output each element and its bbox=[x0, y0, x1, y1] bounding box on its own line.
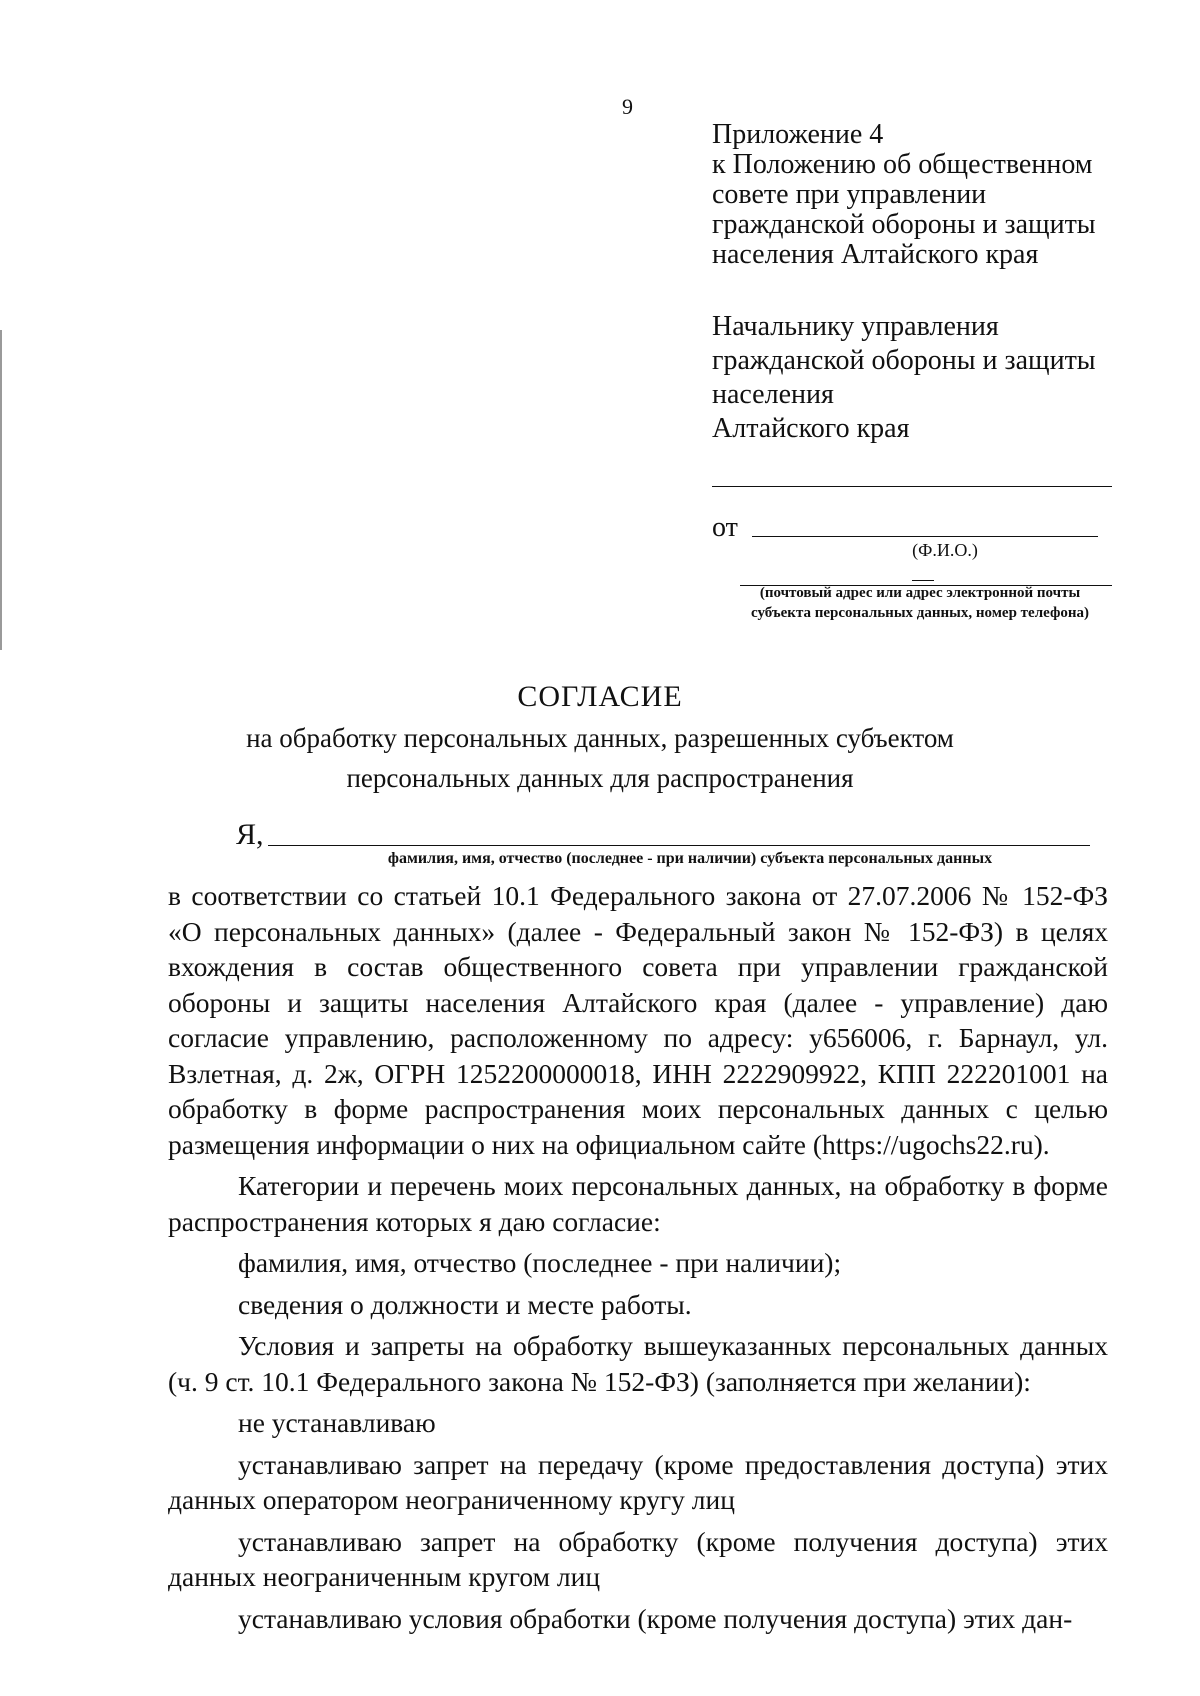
category-item-fio: фамилия, имя, отчество (последнее - при наличии); bbox=[238, 1247, 842, 1278]
appendix-reference: к Положению об общественном совете при управлении гражданской обороны и защиты населения Алтайского края bbox=[712, 149, 1096, 270]
addressee-blank-line bbox=[712, 486, 1112, 487]
addressee-block bbox=[712, 310, 1132, 446]
scan-edge-mark bbox=[0, 330, 2, 650]
ya-label: Я, bbox=[236, 818, 264, 851]
category-item-position: сведения о должности и месте работы. bbox=[238, 1288, 692, 1320]
condition-option-processing-ban: устанавливаю запрет на обработку (кроме получения доступа) этих данных неограниченным кругом лиц bbox=[168, 1525, 1108, 1592]
fio-blank-line bbox=[752, 536, 1098, 537]
from-label: от bbox=[712, 512, 738, 543]
condition-option-none: не устанавливаю bbox=[238, 1407, 436, 1438]
addressee-position: Начальнику управления гражданской обороны и защиты населения bbox=[712, 311, 1096, 410]
document-title: СОГЛАСИЕ bbox=[517, 680, 683, 713]
subtitle-text: на обработку персональных данных, разрешенных субъектом персональных данных для распространения bbox=[246, 723, 954, 793]
contact-caption: (почтовый адрес или адрес электронной почты субъекта персональных данных, номер телефона) bbox=[751, 585, 1089, 621]
page-number: 9 bbox=[622, 94, 633, 119]
name-blank-line bbox=[268, 845, 1090, 846]
appendix-number: Приложение 4 bbox=[712, 119, 884, 150]
consent-paragraph-main: в соответствии со статьей 10.1 Федерального закона от 27.07.2006 № 152-ФЗ «О персональных данных» (далее - Федеральный закон № 152-ФЗ) в целях вхождения в состав общественного совета при управлении гражданской обороны и защиты населения Алтайского края (далее - управление) даю согласие управлению, расположенному по адресу: у656006, г. Барнаул, ул. Взлетная, д. 2ж, ОГРН 1252200000018, ИНН 2222909922, КПП 222201001 на обработку в форме распространения моих персональных данных с целью размещения информации о них на официальном сайте (https://ugochs22.ru). bbox=[168, 880, 1108, 1160]
addressee-region: Алтайского края bbox=[712, 413, 910, 444]
condition-option-conditions: устанавливаю условия обработки (кроме получения доступа) этих дан- bbox=[238, 1602, 1073, 1634]
appendix-header bbox=[712, 120, 1132, 270]
condition-option-transfer-ban: устанавливаю запрет на передачу (кроме предоставления доступа) этих данных оператором неограниченному кругу лиц bbox=[168, 1448, 1108, 1515]
fio-caption: (Ф.И.О.) bbox=[912, 540, 978, 560]
document-subtitle bbox=[0, 718, 1200, 798]
name-caption: фамилия, имя, отчество (последнее - при наличии) субъекта персональных данных bbox=[387, 850, 993, 867]
conditions-intro: Условия и запреты на обработку вышеуказанных персональных данных (ч. 9 ст. 10.1 Федерального закона № 152-ФЗ) (заполняется при желании): bbox=[168, 1330, 1108, 1397]
short-dash-mark bbox=[912, 580, 934, 581]
consent-body bbox=[168, 878, 1108, 1636]
categories-intro: Категории и перечень моих персональных данных, на обработку в форме распространения которых я даю согласие: bbox=[168, 1170, 1108, 1237]
